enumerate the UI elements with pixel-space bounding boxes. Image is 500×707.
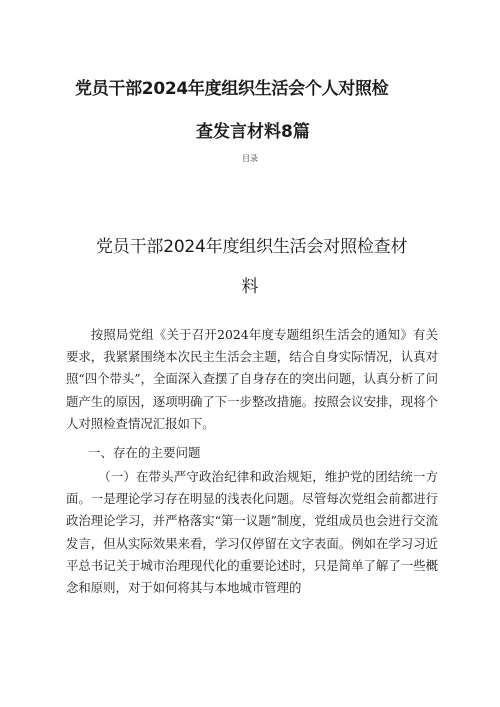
document-title-line2: 查发言材料8篇 (196, 122, 310, 142)
problem-paragraph-1: （一）在带头严守政治纪律和政治规矩，维护党的团结统一方面。一是理论学习存在明显的浅表化问题。尽管每次党组会前都进行政治理论学习，并严格落实“第一议题”制度，党组成员也会进行交流发言，但从实际效果来看，学习仅停留在文字表面。例如在学习习近平总书记关于城市治理现代化的重要论述时，只是简单了解了一些概念和原则，对于如何将其与本地城市管理的 (66, 469, 438, 596)
intro-paragraph: 按照局党组《关于召开2024年度专题组织生活会的通知》有关要求，我紧紧围绕本次民主生活会主题，结合自身实际情况，认真对照“四个带头”，全面深入查摆了自身存在的突出问题，认真分析了问题产生的原因，逐项明确了下一步整改措施。按照会议安排，现将个人对照检查情况汇报如下。 (66, 327, 438, 431)
document-title-line1: 党员干部2024年度组织生活会个人对照检 (75, 79, 389, 99)
section-heading-problems: 一、存在的主要问题 (88, 445, 201, 460)
toc-label: 目录 (242, 154, 258, 163)
section-title-line2: 料 (241, 277, 259, 297)
section-title-line1: 党员干部2024年度组织生活会对照检查材 (96, 237, 408, 257)
